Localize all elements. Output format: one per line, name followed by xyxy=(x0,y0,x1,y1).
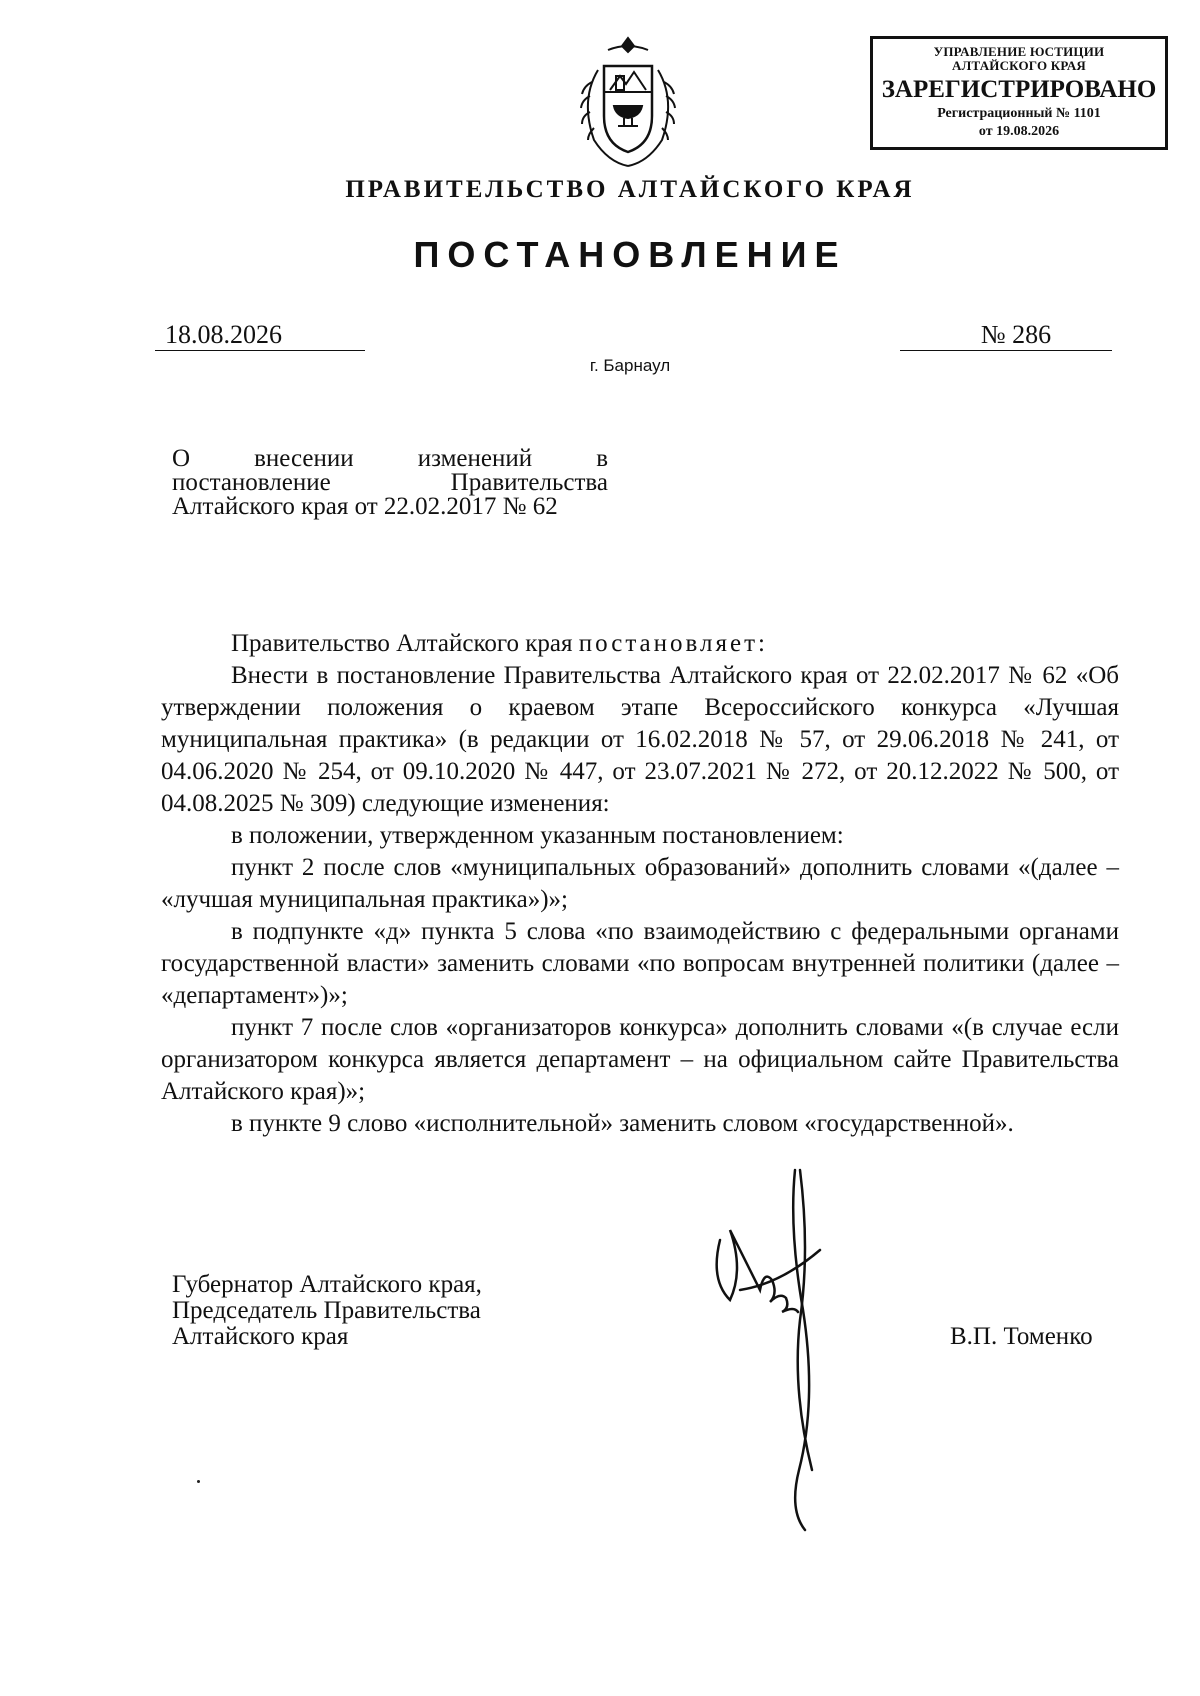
handwritten-signature-icon xyxy=(700,1160,900,1540)
stamp-org-line2: АЛТАЙСКОГО КРАЯ xyxy=(952,58,1086,73)
position-line-2: Председатель Правительства xyxy=(172,1297,481,1324)
stamp-org-line1: УПРАВЛЕНИЕ ЮСТИЦИИ xyxy=(933,44,1105,59)
body-paragraph-5: в подпункте «д» пункта 5 слова «по взаимодействию с федеральными органами государственной власти» заменить словами «по вопросам внутренней политики (далее – «департамент»)»; xyxy=(161,918,1119,1009)
government-title: ПРАВИТЕЛЬСТВО АЛТАЙСКОГО КРАЯ xyxy=(345,176,915,203)
position-line-1: Губернатор Алтайского края, xyxy=(172,1271,482,1298)
stamp-reg-number: Регистрационный № 1101 xyxy=(937,106,1101,121)
document-city: г. Барнаул xyxy=(589,356,671,375)
document-date: 18.08.2026 xyxy=(155,320,365,351)
stamp-reg-date: от 19.08.2026 xyxy=(978,124,1060,139)
body-paragraph-3: в положении, утвержденном указанным постановлением: xyxy=(231,822,844,849)
subject-line-3: Алтайского края от 22.02.2017 № 62 xyxy=(172,493,558,520)
document-number: № 286 xyxy=(900,320,1112,351)
body-paragraph-7: в пункте 9 слово «исполнительной» заменить словом «государственной». xyxy=(231,1110,1014,1137)
subject-line-1: О внесении изменений в xyxy=(172,445,608,472)
body-paragraph-1 xyxy=(161,628,1119,660)
stamp-status: ЗАРЕГИСТРИРОВАНО xyxy=(881,76,1157,103)
body-paragraph-4: пункт 2 после слов «муниципальных образований» дополнить словами «(далее – «лучшая муниципальная практика»)»; xyxy=(161,854,1119,913)
document-body xyxy=(161,628,1119,1140)
subject-line-2: постановление Правительства xyxy=(172,469,608,496)
registration-stamp xyxy=(870,36,1168,150)
position-line-3: Алтайского края xyxy=(172,1323,349,1350)
body-paragraph-6: пункт 7 после слов «организаторов конкурса» дополнить словами «(в случае если организатором конкурса является департамент – на официальном сайте Правительства Алтайского края)»; xyxy=(161,1014,1119,1105)
scan-dot xyxy=(197,1480,200,1483)
body-paragraph-2: Внести в постановление Правительства Алтайского края от 22.02.2017 № 62 «Об утверждении положения о краевом этапе Всероссийского конкурса «Лучшая муниципальная практика» (в редакции от 16.02.2018 № 57, от 29.06.2018 № 241, от 04.06.2020 № 254, от 09.10.2020 № 447, от 23.07.2021 № 272, от 20.12.2022 № 500, от 04.08.2025 № 309) следующие изменения: xyxy=(161,662,1119,817)
body-p1-prefix: Правительство Алтайского края xyxy=(231,630,579,657)
document-type-title: ПОСТАНОВЛЕНИЕ xyxy=(413,234,847,275)
signatory-position xyxy=(172,1272,592,1350)
document-subject xyxy=(172,447,608,519)
body-p1-spaced: постановляет: xyxy=(578,630,768,657)
coat-of-arms-emblem-icon xyxy=(568,30,688,170)
signatory-name: В.П. Томенко xyxy=(950,1323,1093,1350)
